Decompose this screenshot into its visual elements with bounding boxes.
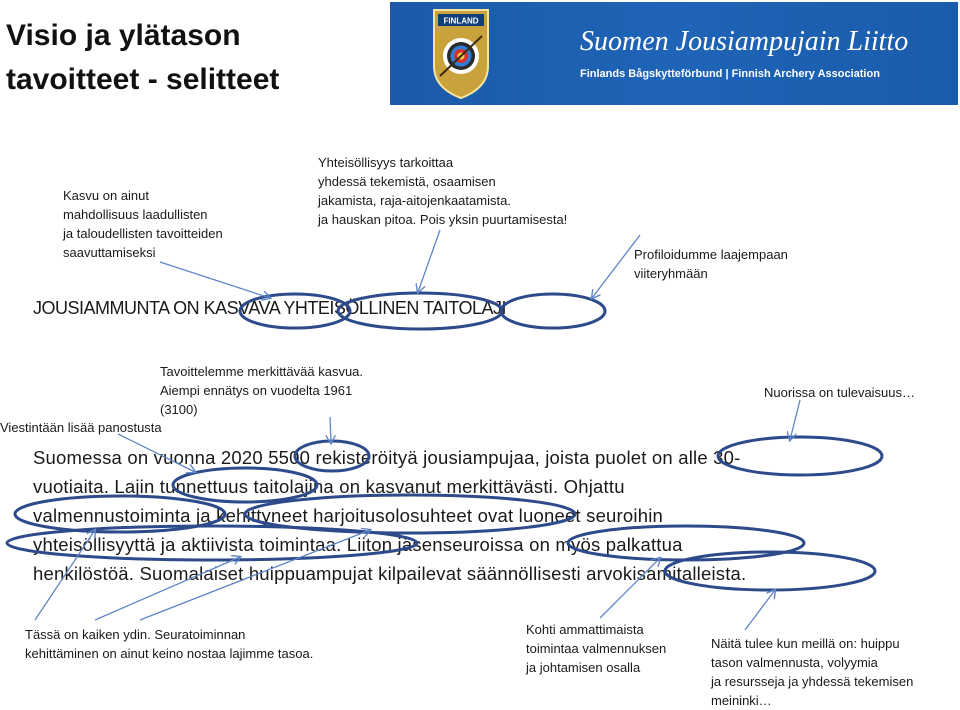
note-line: Profiloidumme laajempaan	[634, 247, 788, 262]
arrow	[418, 230, 440, 292]
highlight-ellipse-puolet	[718, 437, 882, 475]
highlight-ellipse-yhteisollisyytta	[7, 526, 417, 560]
note-line: yhdessä tekemistä, osaamisen	[318, 174, 496, 189]
note-line: viiteryhmään	[634, 266, 708, 281]
note-line: Kasvu on ainut	[63, 188, 150, 203]
arrow	[330, 417, 331, 443]
highlight-ellipse-palkattua	[568, 526, 804, 560]
arrow	[35, 530, 95, 620]
note-line: jakamista, raja-aitojenkaatamista.	[318, 193, 511, 208]
note-line: meininki…	[711, 693, 772, 708]
highlight-ellipse-5500	[295, 441, 369, 471]
note-line: Tavoittelemme merkittävää kasvua.	[160, 364, 364, 379]
page-title-line-1: Visio ja ylätason	[6, 19, 241, 52]
note-communication: Viestintään lisää panostusta	[0, 420, 162, 435]
note-line: Tässä on kaiken ydin. Seuratoiminnan	[25, 627, 246, 642]
paragraph-line: yhteisöllisyyttä ja aktiivista toimintaa. Liiton jäsenseuroissa on myös palkattua	[33, 534, 683, 555]
highlight-ellipse-yhteisollinen	[338, 293, 502, 329]
highlight-ellipse-tunnettuus	[173, 468, 317, 502]
arrow	[160, 262, 270, 298]
arrow	[95, 557, 240, 620]
badge-label: FINLAND	[443, 16, 479, 26]
note-line: toimintaa valmennuksen	[526, 641, 667, 656]
highlight-ellipse-taitolaji	[501, 294, 605, 328]
paragraph-line: vuotiaita. Lajin tunnettuus taitolajina on kasvanut merkittävästi. Ohjattu	[33, 476, 625, 497]
note-line: ja resursseja ja yhdessä tekemisen	[711, 674, 914, 689]
paragraph-line: Suomessa on vuonna 2020 5500 rekisteröityä jousiampujaa, joista puolet on alle 30-	[33, 447, 741, 468]
paragraph-line: henkilöstöä. Suomalaiset huippuampujat kilpailevat säännöllisesti arvokisamitalleista.	[33, 563, 747, 584]
note-line: ja hauskan pitoa. Pois yksin puurtamisesta!	[318, 212, 568, 227]
organization-subtitle: Finlands Bågskytteförbund | Finnish Archery Association	[580, 68, 880, 80]
note-line: ja taloudellisten tavoitteiden	[63, 226, 223, 241]
arrow	[118, 434, 195, 472]
arrow	[140, 530, 370, 620]
highlight-ellipse-kasvava	[240, 294, 350, 328]
note-line: ja johtamisen osalla	[526, 660, 641, 675]
note-line: Näitä tulee kun meillä on: huippu	[711, 636, 900, 651]
note-line: (3100)	[160, 402, 198, 417]
note-line: mahdollisuus laadullisten	[63, 207, 208, 222]
organization-name: Suomen Jousiampujain Liitto	[580, 26, 909, 57]
page-title-line-2: tavoitteet - selitteet	[6, 63, 280, 96]
note-youth: Nuorissa on tulevaisuus…	[764, 385, 916, 400]
note-line: Yhteisöllisyys tarkoittaa	[318, 155, 454, 170]
arrow	[790, 400, 800, 440]
note-line: Aiempi ennätys on vuodelta 1961	[160, 383, 353, 398]
note-line: saavuttamiseksi	[63, 245, 156, 260]
arrow	[745, 590, 775, 630]
note-line: kehittäminen on ainut keino nostaa lajimme tasoa.	[25, 646, 314, 661]
note-line: tason valmennusta, volyymia	[711, 655, 878, 670]
arrow	[600, 558, 660, 618]
arrow	[592, 235, 640, 298]
paragraph-line: valmennustoiminta ja kehittyneet harjoitusolosuhteet ovat luoneet seuroihin	[33, 505, 663, 526]
main-headline: JOUSIAMMUNTA ON KASVAVA YHTEISÖLLINEN TAITOLAJI	[33, 298, 506, 318]
note-line: Kohti ammattimaista	[526, 622, 644, 637]
highlight-ellipse-arvokisamitalleista	[665, 552, 875, 590]
